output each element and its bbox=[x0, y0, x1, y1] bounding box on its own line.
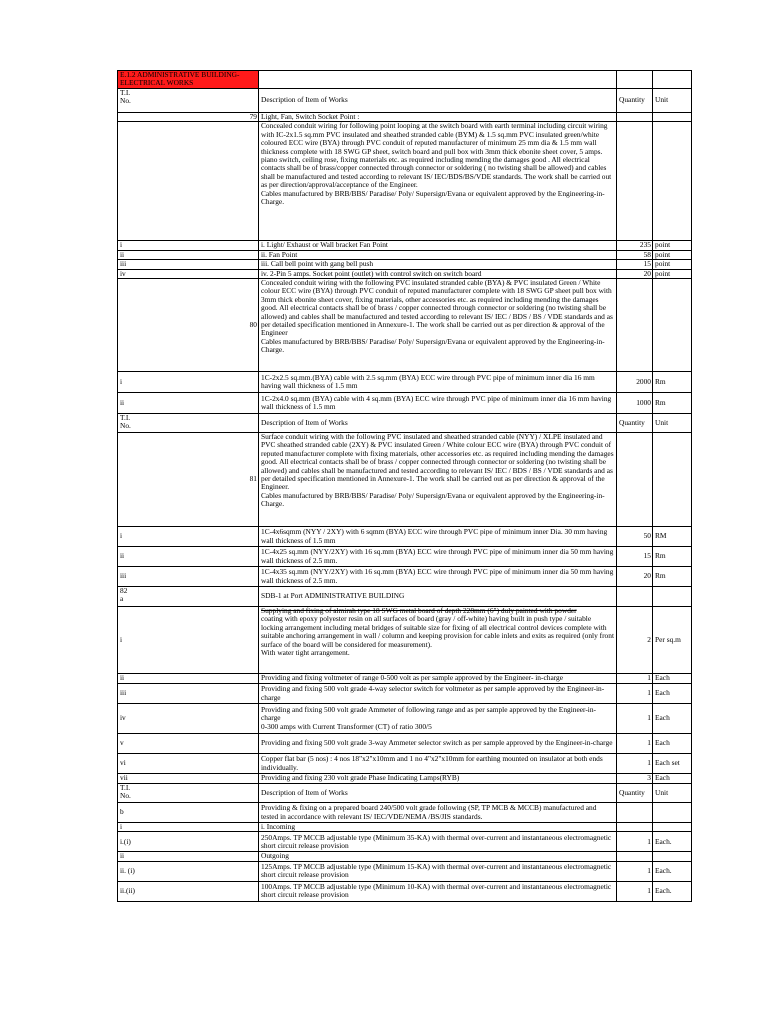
item-title: SDB-1 at Port ADMINISTRATIVE BUILDING bbox=[259, 587, 617, 607]
section-title-cell bbox=[118, 71, 259, 89]
table-row: ii ii. Fan Point 58 point bbox=[118, 250, 692, 259]
unit-header: Unit bbox=[653, 89, 692, 113]
table-row: iii 1C-4x35 sq.mm (NYY/2XY) with 16 sq.mm (BYA) ECC wire through PVC pipe of minimum inner dia 50 mm having wall thickness of 2.5 mm. 20 Rm bbox=[118, 567, 692, 587]
ti-header: T.I. No. bbox=[118, 414, 259, 433]
table-row: i Supplying and fixing of almirah type 18 SWG metal board of depth 228mm (6") duly painted with powder coating with epoxy polyester resin on all surfaces of board (gray / off-white) having built in push type / suitable locking arrangement including metal bridges of suitable size for fixing of all electrical control devices complete with suitable anchoring arrangement in wall / column and keeping provision for cable inlets and exits as required (only front surface of the board will be considered for measurement). With water tight arrangement. 2 Per sq.m bbox=[118, 607, 692, 674]
ti-header: T.I. No. bbox=[118, 784, 259, 803]
table-row: iv iv. 2-Pin 5 amps. Socket point (outlet) with control switch on switch board 20 point bbox=[118, 269, 692, 278]
item-description: Concealed conduit wiring with the following PVC insulated stranded cable (BYA) & PVC insulated Green / White colour ECC wire (BYA) through PVC conduit of reputed manufacturer complete with 18 SWG GP sheet pull box with 3mm thick ebonite sheet cover, fixing materials, other accessories etc. as required including mending the damages good. All electrical contacts shall be of brass / copper connected through connector or soldering (no twisting shall be allowed) and cables shall be manufactured and tested according to relevant IS/ IEC / BDS / BS / VDE standards and as per detailed specification mentioned in Annexure-1. The work shall be carried out as per direction & approval of the Engineer Cables manufactured by BRB/BBS/ Paradise/ Poly/ Supersign/Evana or equivalent approved by the Engineering-in-Charge. bbox=[259, 279, 617, 372]
item-number: 79 bbox=[118, 113, 259, 122]
table-row: iv Providing and fixing 500 volt grade Ammeter of following range and as per sample approved by the Engineer-in-charge 0-300 amps with Current Transformer (CT) of ratio 300/5 1 Each bbox=[118, 704, 692, 734]
item-description: Surface conduit wiring with the following PVC insulated and sheathed stranded cable (NYY) / XLPE insulated and PVC sheathed stranded cable (2XY) & PVC insulated Green / White colour ECC wire (BYA) through PVC conduit of reputed manufacturer complete with fixing materials, other accessories etc. as required including mending the damages good. All electrical contacts shall be of brass / copper connected through connector or soldering (no twisting shall be allowed) and cables shall be manufactured and tested according to relevant IS/ IEC / BDS / BS / VDE standards and as per detailed specification mentioned in Annexure-1. The work shall be carried out as per direction & approval of the Engineer. Cables manufactured by BRB/BBS/ Paradise/ Poly/ Supersign/Evana or equivalent approved by the Engineering-in-Charge. bbox=[259, 433, 617, 527]
item-82-title-row bbox=[118, 587, 692, 607]
table-row: ii Outgoing bbox=[118, 852, 692, 861]
table-row: ii 1C-4x25 sq.mm (NYY/2XY) with 16 sq.mm (BYA) ECC wire through PVC pipe of minimum inner dia 50 mm having wall thickness of 2.5 mm. 15 Rm bbox=[118, 547, 692, 567]
boq-table bbox=[117, 70, 692, 902]
table-row: iii Providing and fixing 500 volt grade 4-way selector switch for voltmeter as per sample approved by the Engineer-in-charge 1 Each bbox=[118, 684, 692, 704]
item-79-title-row bbox=[118, 113, 692, 122]
table-header-row: T.I. No. Description of Item of Works Quantity Unit bbox=[118, 784, 692, 803]
table-row: ii 1C-2x4.0 sq.mm (BYA) cable with 4 sq.mm (BYA) ECC wire through PVC pipe of minimum inner dia 16 mm having wall thickness of 1.5 mm 1000 Rm bbox=[118, 393, 692, 414]
table-row: i.(i) 250Amps. TP MCCB adjustable type (Minimum 35-KA) with thermal over-current and instantaneous electromagnetic short circuit release provision 1 Each. bbox=[118, 832, 692, 852]
table-header-row bbox=[118, 89, 692, 113]
item-title: Light, Fan, Switch Socket Point : bbox=[259, 113, 617, 122]
quantity-header: Quantity bbox=[617, 89, 653, 113]
table-row: v Providing and fixing 500 volt grade 3-way Ammeter selector switch as per sample approved by the Engineer-in-charge 1 Each bbox=[118, 734, 692, 754]
table-row: i i. Light/ Exhaust or Wall bracket Fan Point 235 point bbox=[118, 241, 692, 250]
item-79-desc-row bbox=[118, 122, 692, 241]
item-description: Concealed conduit wiring for following point looping at the switch board with earth terminal including circuit wiring with IC-2x1.5 sq.mm PVC insulated and sheathed stranded cable (BYM) & 1.5 sq.mm PVC insulated green/white coloured ECC wire (BYA) through PVC conduit of reputed manufacturer of minimum 25 mm dia & 1.5 mm wall thickness complete with 18 SWG GP sheet, switch board and pull box with 3mm thick ebonite sheet cover, 5 amps. piano switch, ceiling rose, fixing materials etc. as required including mending the damages good . All electrical contacts shall be of brass/copper connected through connector or soldering ( no twisting shall be allowed) and cables shall be manufactured and tested according to relevant IS/ IEC/BDS/BS/VDE standards. The work shall be carried out as per direction/approval/acceptance of the Engineer. Cables manufactured by BRB/BBS/ Paradise/ Poly/ Supersign/Evana or equivalent approved by the Engineering-in-Charge. bbox=[259, 122, 617, 241]
item-description: Supplying and fixing of almirah type 18 SWG metal board of depth 228mm (6") duly painted with powder coating with epoxy polyester resin on all surfaces of board (gray / off-white) having built in push type / suitable locking arrangement including metal bridges of suitable size for fixing of all electrical control devices complete with suitable anchoring arrangement in wall / column and keeping provision for cable inlets and exits as required (only front surface of the board will be considered for measurement). With water tight arrangement. bbox=[259, 607, 617, 674]
item-number: 81 bbox=[118, 433, 259, 527]
item-number: 80 bbox=[118, 279, 259, 372]
item-81-desc-row bbox=[118, 433, 692, 527]
item-description: Providing & fixing on a prepared board 240/500 volt grade following (SP, TP MCB & MCCB) manufactured and tested in accordance with relevant IS/ IEC/VDE/NEMA /BS/JIS standards. bbox=[259, 803, 617, 823]
item-number: 82 a bbox=[118, 587, 259, 607]
section-title-row bbox=[118, 71, 692, 89]
table-row: vi Copper flat bar (5 nos) : 4 nos 18"x2"x10mm and 1 no 4"x2"x10mm for earthing mounted on insulator at both ends individually. 1 Each set bbox=[118, 754, 692, 774]
table-row: vii Providing and fixing 230 volt grade Phase Indicating Lamps(RYB) 3 Each bbox=[118, 774, 692, 784]
table-header-row: T.I. No. Description of Item of Works Quantity Unit bbox=[118, 414, 692, 433]
description-header: Description of Item of Works bbox=[259, 89, 617, 113]
table-row: i 1C-4x6sqmm (NYY / 2XY) with 6 sqmm (BYA) ECC wire through PVC pipe of minimum inner Dia. 30 mm having wall thickness of 1.5 mm 50 RM bbox=[118, 527, 692, 547]
table-row: i i. Incoming bbox=[118, 823, 692, 832]
table-row: iii iii. Call bell point with gang bell push 15 point bbox=[118, 260, 692, 269]
table-row: i 1C-2x2.5 sq.mm.(BYA) cable with 2.5 sq.mm (BYA) ECC wire through PVC pipe of minimum inner dia 16 mm having wall thickness of 1.5 mm 2000 Rm bbox=[118, 372, 692, 393]
item-80-desc-row bbox=[118, 279, 692, 372]
table-row: ii.(ii) 100Amps. TP MCCB adjustable type (Minimum 10-KA) with thermal over-current and instantaneous electromagnetic short circuit release provision 1 Each. bbox=[118, 881, 692, 901]
section-title: E.1.2 ADMINISTRATIVE BUILDING-ELECTRICAL WORKS bbox=[120, 70, 240, 87]
table-row: ii. (i) 125Amps. TP MCCB adjustable type (Minimum 15-KA) with thermal over-current and instantaneous electromagnetic short circuit release provision 1 Each. bbox=[118, 861, 692, 881]
ti-header: T.I. No. bbox=[118, 89, 259, 113]
table-row: ii Providing and fixing voltmeter of range 0-500 volt as per sample approved by the Engineer- in-charge 1 Each bbox=[118, 674, 692, 684]
item-b-desc-row: b Providing & fixing on a prepared board 240/500 volt grade following (SP, TP MCB & MCCB) manufactured and tested in accordance with relevant IS/ IEC/VDE/NEMA /BS/JIS standards. bbox=[118, 803, 692, 823]
